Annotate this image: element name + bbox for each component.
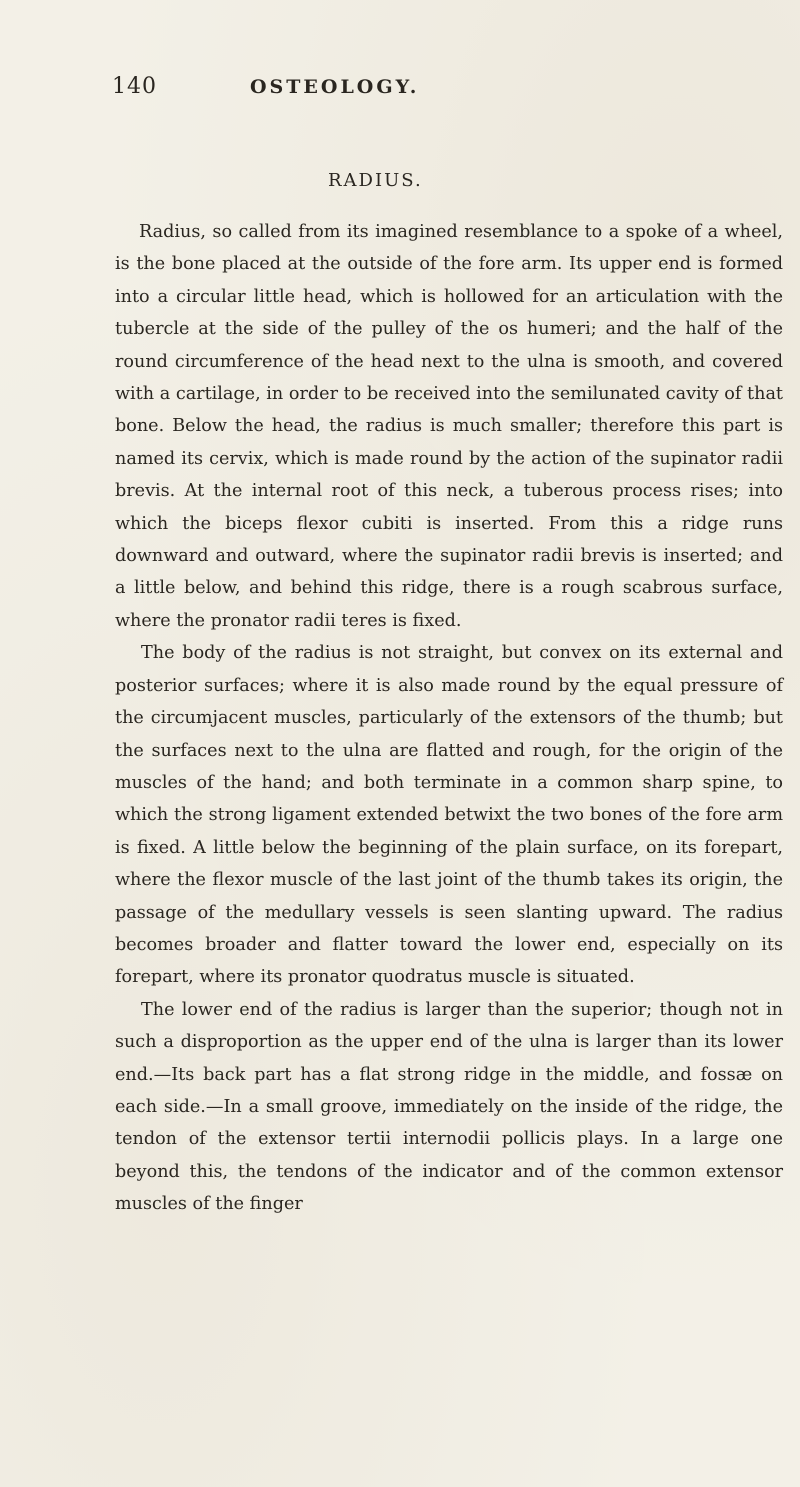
- section-title: RADIUS.: [328, 170, 423, 191]
- paragraph: The lower end of the radius is larger than the superior; though not in such a disproportion as the upper end of the ulna is larger than its lower end.—Its back part has a flat strong ridge in the middle, and fossæ on each side.—In a small groove, immediately on the inside of the ridge, the tendon of the extensor tertii internodii pollicis plays. In a large one beyond this, the tendons of the indicator and of the common extensor muscles of the finger: [115, 999, 783, 1215]
- running-head: OSTEOLOGY.: [250, 76, 420, 98]
- paragraph: The body of the radius is not straight, but convex on its external and posterior surfaces; where it is also made round by the equal pressure of the circumjacent muscles, particularly of the extensors of the thumb; but the surfaces next to the ulna are flatted and rough, for the origin of the muscles of the hand; and both terminate in a common sharp spine, to which the strong ligament extended betwixt the two bones of the fore arm is fixed. A little below the beginning of the plain surface, on its forepart, where the flexor muscle of the last joint of the thumb takes its origin, the passage of the medullary vessels is seen slanting upward. The radius becomes broader and flatter toward the lower end, especially on its forepart, where its pronator quodratus muscle is situated.: [115, 643, 783, 988]
- page-header: [112, 74, 752, 114]
- page-number: 140: [112, 74, 157, 99]
- paragraph: Radius, so called from its imagined resemblance to a spoke of a wheel, is the bone placed at the outside of the fore arm. Its upper end is formed into a circular little head, which is hollowed for an articulation with the tubercle at the side of the pulley of the os humeri; and the half of the round circumference of the head next to the ulna is smooth, and covered with a cartilage, in order to be received into the semilunated cavity of that bone. Below the head, the radius is much smaller; therefore this part is named its cervix, which is made round by the action of the supinator radii brevis. At the internal root of this neck, a tuberous process rises; into which the biceps flexor cubiti is inserted. From this a ridge runs downward and outward, where the supinator radii brevis is inserted; and a little below, and behind this ridge, there is a rough scabrous surface, where the pronator radii teres is fixed.: [115, 222, 783, 631]
- body-text: [115, 216, 783, 1221]
